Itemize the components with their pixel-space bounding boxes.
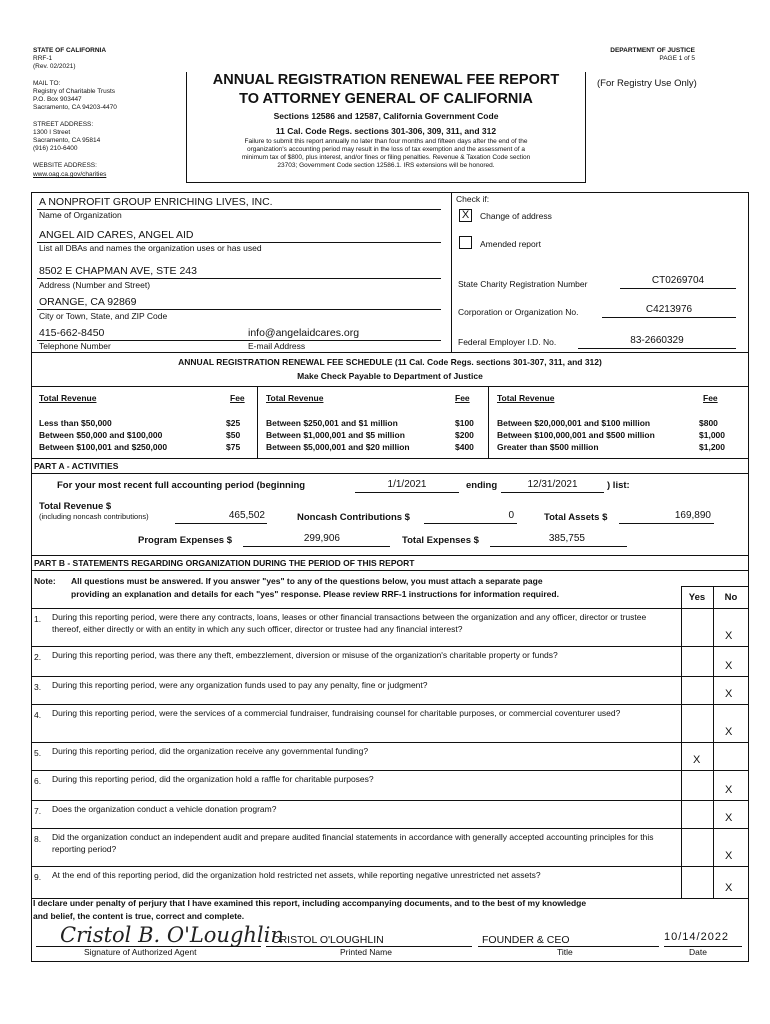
declaration-line1: I declare under penalty of perjury that I have examined this report, including accompanying documents, and to the best of my knowledge xyxy=(33,898,587,908)
question-number: 2. xyxy=(34,652,42,662)
note-line2: providing an explanation and details for each "yes" response. Please review RRF-1 instructions for information required. xyxy=(71,589,559,599)
printed-name-label: Printed Name xyxy=(340,947,392,957)
fee-tier: Between $100,000,001 and $500 million xyxy=(497,430,655,440)
program-expenses-label: Program Expenses $ xyxy=(138,535,232,546)
fee-tier: Greater than $500 million xyxy=(497,442,599,452)
no-answer-mark[interactable]: X xyxy=(725,630,733,642)
org-email[interactable]: info@angelaidcares.org xyxy=(248,327,360,339)
total-expenses-label: Total Expenses $ xyxy=(402,535,479,546)
fee-amount: $800 xyxy=(699,418,718,428)
question-number: 6. xyxy=(34,776,42,786)
no-answer-mark[interactable]: X xyxy=(725,660,733,672)
fein-label: Federal Employer I.D. No. xyxy=(458,337,557,347)
fee-amount: $1,000 xyxy=(699,430,725,440)
org-address[interactable]: 8502 E CHAPMAN AVE, STE 243 xyxy=(39,265,197,277)
yes-column-header: Yes xyxy=(688,592,706,603)
phone-label: Telephone Number xyxy=(39,341,111,351)
mail-to-line: Registry of Charitable Trusts xyxy=(33,88,116,95)
no-answer-mark[interactable]: X xyxy=(725,850,733,862)
no-answer-mark[interactable]: X xyxy=(725,882,733,894)
city-label: City or Town, State, and ZIP Code xyxy=(39,311,168,321)
change-of-address-label: Change of address xyxy=(480,211,552,221)
fee-schedule-title: ANNUAL REGISTRATION RENEWAL FEE SCHEDULE (11 Cal. Code Regs. sections 301-307, 311, and 312) xyxy=(178,357,602,367)
signature-date[interactable]: 10/14/2022 xyxy=(664,931,730,943)
question-number: 9. xyxy=(34,872,42,882)
fee-tier: Between $20,000,001 and $100 million xyxy=(497,418,651,428)
question-number: 1. xyxy=(34,614,42,624)
question-text: During this reporting period, were the services of a commercial fundraiser, fundraising counsel for charitable purposes, or commercial coventurer used? xyxy=(52,708,621,718)
form-title-line1: ANNUAL REGISTRATION RENEWAL FEE REPORT xyxy=(212,72,560,88)
period-label: For your most recent full accounting period (beginning xyxy=(57,480,306,491)
title-label: Title xyxy=(557,947,573,957)
question-text: During this reporting period, were any organization funds used to pay any penalty, fine or judgment? xyxy=(52,680,428,690)
fee-tier: Between $100,001 and $250,000 xyxy=(39,442,168,452)
website-label: WEBSITE ADDRESS: xyxy=(33,162,97,169)
notice-line: minimum tax of $800, plus interest, and/or fines or filing penalties. Revenue & Taxation Code section xyxy=(241,154,531,161)
question-number: 7. xyxy=(34,806,42,816)
fee-tier: Between $5,000,001 and $20 million xyxy=(266,442,410,452)
question-text: During this reporting period, was there any theft, embezzlement, diversion or misuse of the organization's charitable property or funds? xyxy=(52,650,558,660)
dba-names[interactable]: ANGEL AID CARES, ANGEL AID xyxy=(39,229,194,241)
revenue-note: (including noncash contributions) xyxy=(39,512,149,521)
total-expenses[interactable]: 385,755 xyxy=(548,533,585,544)
fee-header: Fee xyxy=(230,393,245,403)
department-label: DEPARTMENT OF JUSTICE xyxy=(610,47,695,54)
fee-tier: Between $1,000,001 and $5 million xyxy=(266,430,405,440)
mail-to-line: P.O. Box 903447 xyxy=(33,96,82,103)
street-line: STREET ADDRESS: xyxy=(33,121,94,128)
question-text: During this reporting period, did the organization receive any governmental funding? xyxy=(52,746,369,756)
yes-answer-mark[interactable]: X xyxy=(693,754,701,766)
question-text: Does the organization conduct a vehicle donation program? xyxy=(52,804,277,814)
street-line: 1300 I Street xyxy=(33,129,71,136)
part-b-title: PART B - STATEMENTS REGARDING ORGANIZATION DURING THE PERIOD OF THIS REPORT xyxy=(34,558,415,568)
signature-label: Signature of Authorized Agent xyxy=(84,947,197,957)
ending-label: ending xyxy=(466,480,498,491)
fee-amount: $1,200 xyxy=(699,442,725,452)
registry-use-label: (For Registry Use Only) xyxy=(597,78,697,89)
fee-amount: $50 xyxy=(226,430,241,440)
fee-tier: Between $50,000 and $100,000 xyxy=(39,430,163,440)
corp-no-label: Corporation or Organization No. xyxy=(458,307,579,317)
no-answer-mark[interactable]: X xyxy=(725,726,733,738)
signer-title[interactable]: FOUNDER & CEO xyxy=(482,934,570,946)
form-revision: (Rev. 02/2021) xyxy=(33,63,76,70)
question-text: Did the organization conduct an independent audit and prepare audited financial statements in accordance with generally accepted accounting principles for this reporting period? xyxy=(52,832,654,854)
question-text: During this reporting period, did the organization hold a raffle for charitable purposes? xyxy=(52,774,374,784)
fee-amount: $400 xyxy=(455,442,474,452)
total-revenue[interactable]: 465,502 xyxy=(228,510,265,521)
state-charity-number[interactable]: CT0269704 xyxy=(651,275,705,286)
question-number: 5. xyxy=(34,748,42,758)
dba-label: List all DBAs and names the organization uses or has used xyxy=(39,243,262,253)
program-expenses[interactable]: 299,906 xyxy=(303,533,340,544)
fee-schedule-subtitle: Make Check Payable to Department of Justice xyxy=(297,371,483,381)
fee-header: Fee xyxy=(703,393,718,403)
notice-line: 23703; Government Code section 12586.1. IRS extensions will be honored. xyxy=(277,162,495,169)
question-number: 4. xyxy=(34,710,42,720)
address-label: Address (Number and Street) xyxy=(39,280,151,290)
state-charity-label: State Charity Registration Number xyxy=(458,279,588,289)
notice-line: Failure to submit this report annually no later than four months and fifteen days after the end of the xyxy=(244,138,528,145)
fee-amount: $100 xyxy=(455,418,474,428)
question-text: At the end of this reporting period, did the organization hold restricted net assets, while reporting negative unrestricted net assets? xyxy=(52,870,541,880)
amended-report-label: Amended report xyxy=(480,239,541,249)
org-city[interactable]: ORANGE, CA 92869 xyxy=(39,296,137,308)
fee-amount: $75 xyxy=(226,442,241,452)
printed-name[interactable]: CRISTOL O'LOUGHLIN xyxy=(272,934,384,946)
street-line: (916) 210-6400 xyxy=(33,145,78,152)
note-line1: All questions must be answered. If you answer "yes" to any of the questions below, you must attach a separate page xyxy=(71,576,543,586)
sections-line1: Sections 12586 and 12587, California Government Code xyxy=(273,111,499,121)
amended-report-checkbox[interactable] xyxy=(459,236,472,249)
notice-line: organization's accounting period may result in the loss of tax exemption and the assessment of a xyxy=(246,146,525,153)
fein-number[interactable]: 83-2660329 xyxy=(630,335,684,346)
period-begin[interactable]: 1/1/2021 xyxy=(387,479,427,490)
no-answer-mark[interactable]: X xyxy=(725,812,733,824)
date-label: Date xyxy=(689,947,707,957)
question-text: During this reporting period, were there any contracts, loans, leases or other financial transactions between the organization and any officer, director or trustee thereof, either directly or with an entity in which any such officer, director or trustee had any financial interest? xyxy=(52,612,647,634)
fee-amount: $25 xyxy=(226,418,241,428)
fee-rev-header: Total Revenue xyxy=(39,393,97,403)
org-name[interactable]: A NONPROFIT GROUP ENRICHING LIVES, INC. xyxy=(39,196,273,208)
form-id: RRF-1 xyxy=(33,55,53,62)
email-label: E-mail Address xyxy=(248,341,306,351)
page-number: PAGE 1 of 5 xyxy=(659,55,695,62)
fee-rev-header: Total Revenue xyxy=(266,393,324,403)
total-assets-label: Total Assets $ xyxy=(544,512,608,523)
no-column-header: No xyxy=(724,592,738,603)
state-label: STATE OF CALIFORNIA xyxy=(33,47,107,54)
org-phone[interactable]: 415-662-8450 xyxy=(39,327,105,339)
no-answer-mark[interactable]: X xyxy=(725,784,733,796)
mail-to-line: Sacramento, CA 94203-4470 xyxy=(33,104,117,111)
fee-rev-header: Total Revenue xyxy=(497,393,555,403)
change-of-address-checkbox[interactable]: X xyxy=(459,209,472,222)
part-a-title: PART A - ACTIVITIES xyxy=(34,461,119,471)
declaration-line2: and belief, the content is true, correct and complete. xyxy=(33,911,245,921)
check-if-label: Check if: xyxy=(456,194,490,204)
no-answer-mark[interactable]: X xyxy=(725,688,733,700)
note-label: Note: xyxy=(34,576,56,586)
corp-number[interactable]: C4213976 xyxy=(645,304,693,315)
sections-line2: 11 Cal. Code Regs. sections 301-306, 309, 311, and 312 xyxy=(275,126,497,136)
org-name-label: Name of Organization xyxy=(39,210,122,220)
fee-amount: $200 xyxy=(455,430,474,440)
fee-tier: Between $250,001 and $1 million xyxy=(266,418,398,428)
form-title-line2: TO ATTORNEY GENERAL OF CALIFORNIA xyxy=(239,91,533,107)
question-number: 8. xyxy=(34,834,42,844)
mail-to-line: MAIL TO: xyxy=(33,80,61,87)
period-end[interactable]: 12/31/2021 xyxy=(527,479,578,490)
signature[interactable]: Cristol B. O'Loughlin xyxy=(60,923,284,947)
street-line: Sacramento, CA 95814 xyxy=(33,137,101,144)
fee-header: Fee xyxy=(455,393,470,403)
revenue-label: Total Revenue $ xyxy=(39,501,112,512)
noncash-contributions[interactable]: 0 xyxy=(508,510,514,521)
question-number: 3. xyxy=(34,682,42,692)
website-link[interactable]: www.oag.ca.gov/charities xyxy=(33,171,107,178)
list-label: ) list: xyxy=(607,480,630,491)
fee-tier: Less than $50,000 xyxy=(39,418,112,428)
noncash-label: Noncash Contributions $ xyxy=(297,512,410,523)
total-assets[interactable]: 169,890 xyxy=(674,510,711,521)
